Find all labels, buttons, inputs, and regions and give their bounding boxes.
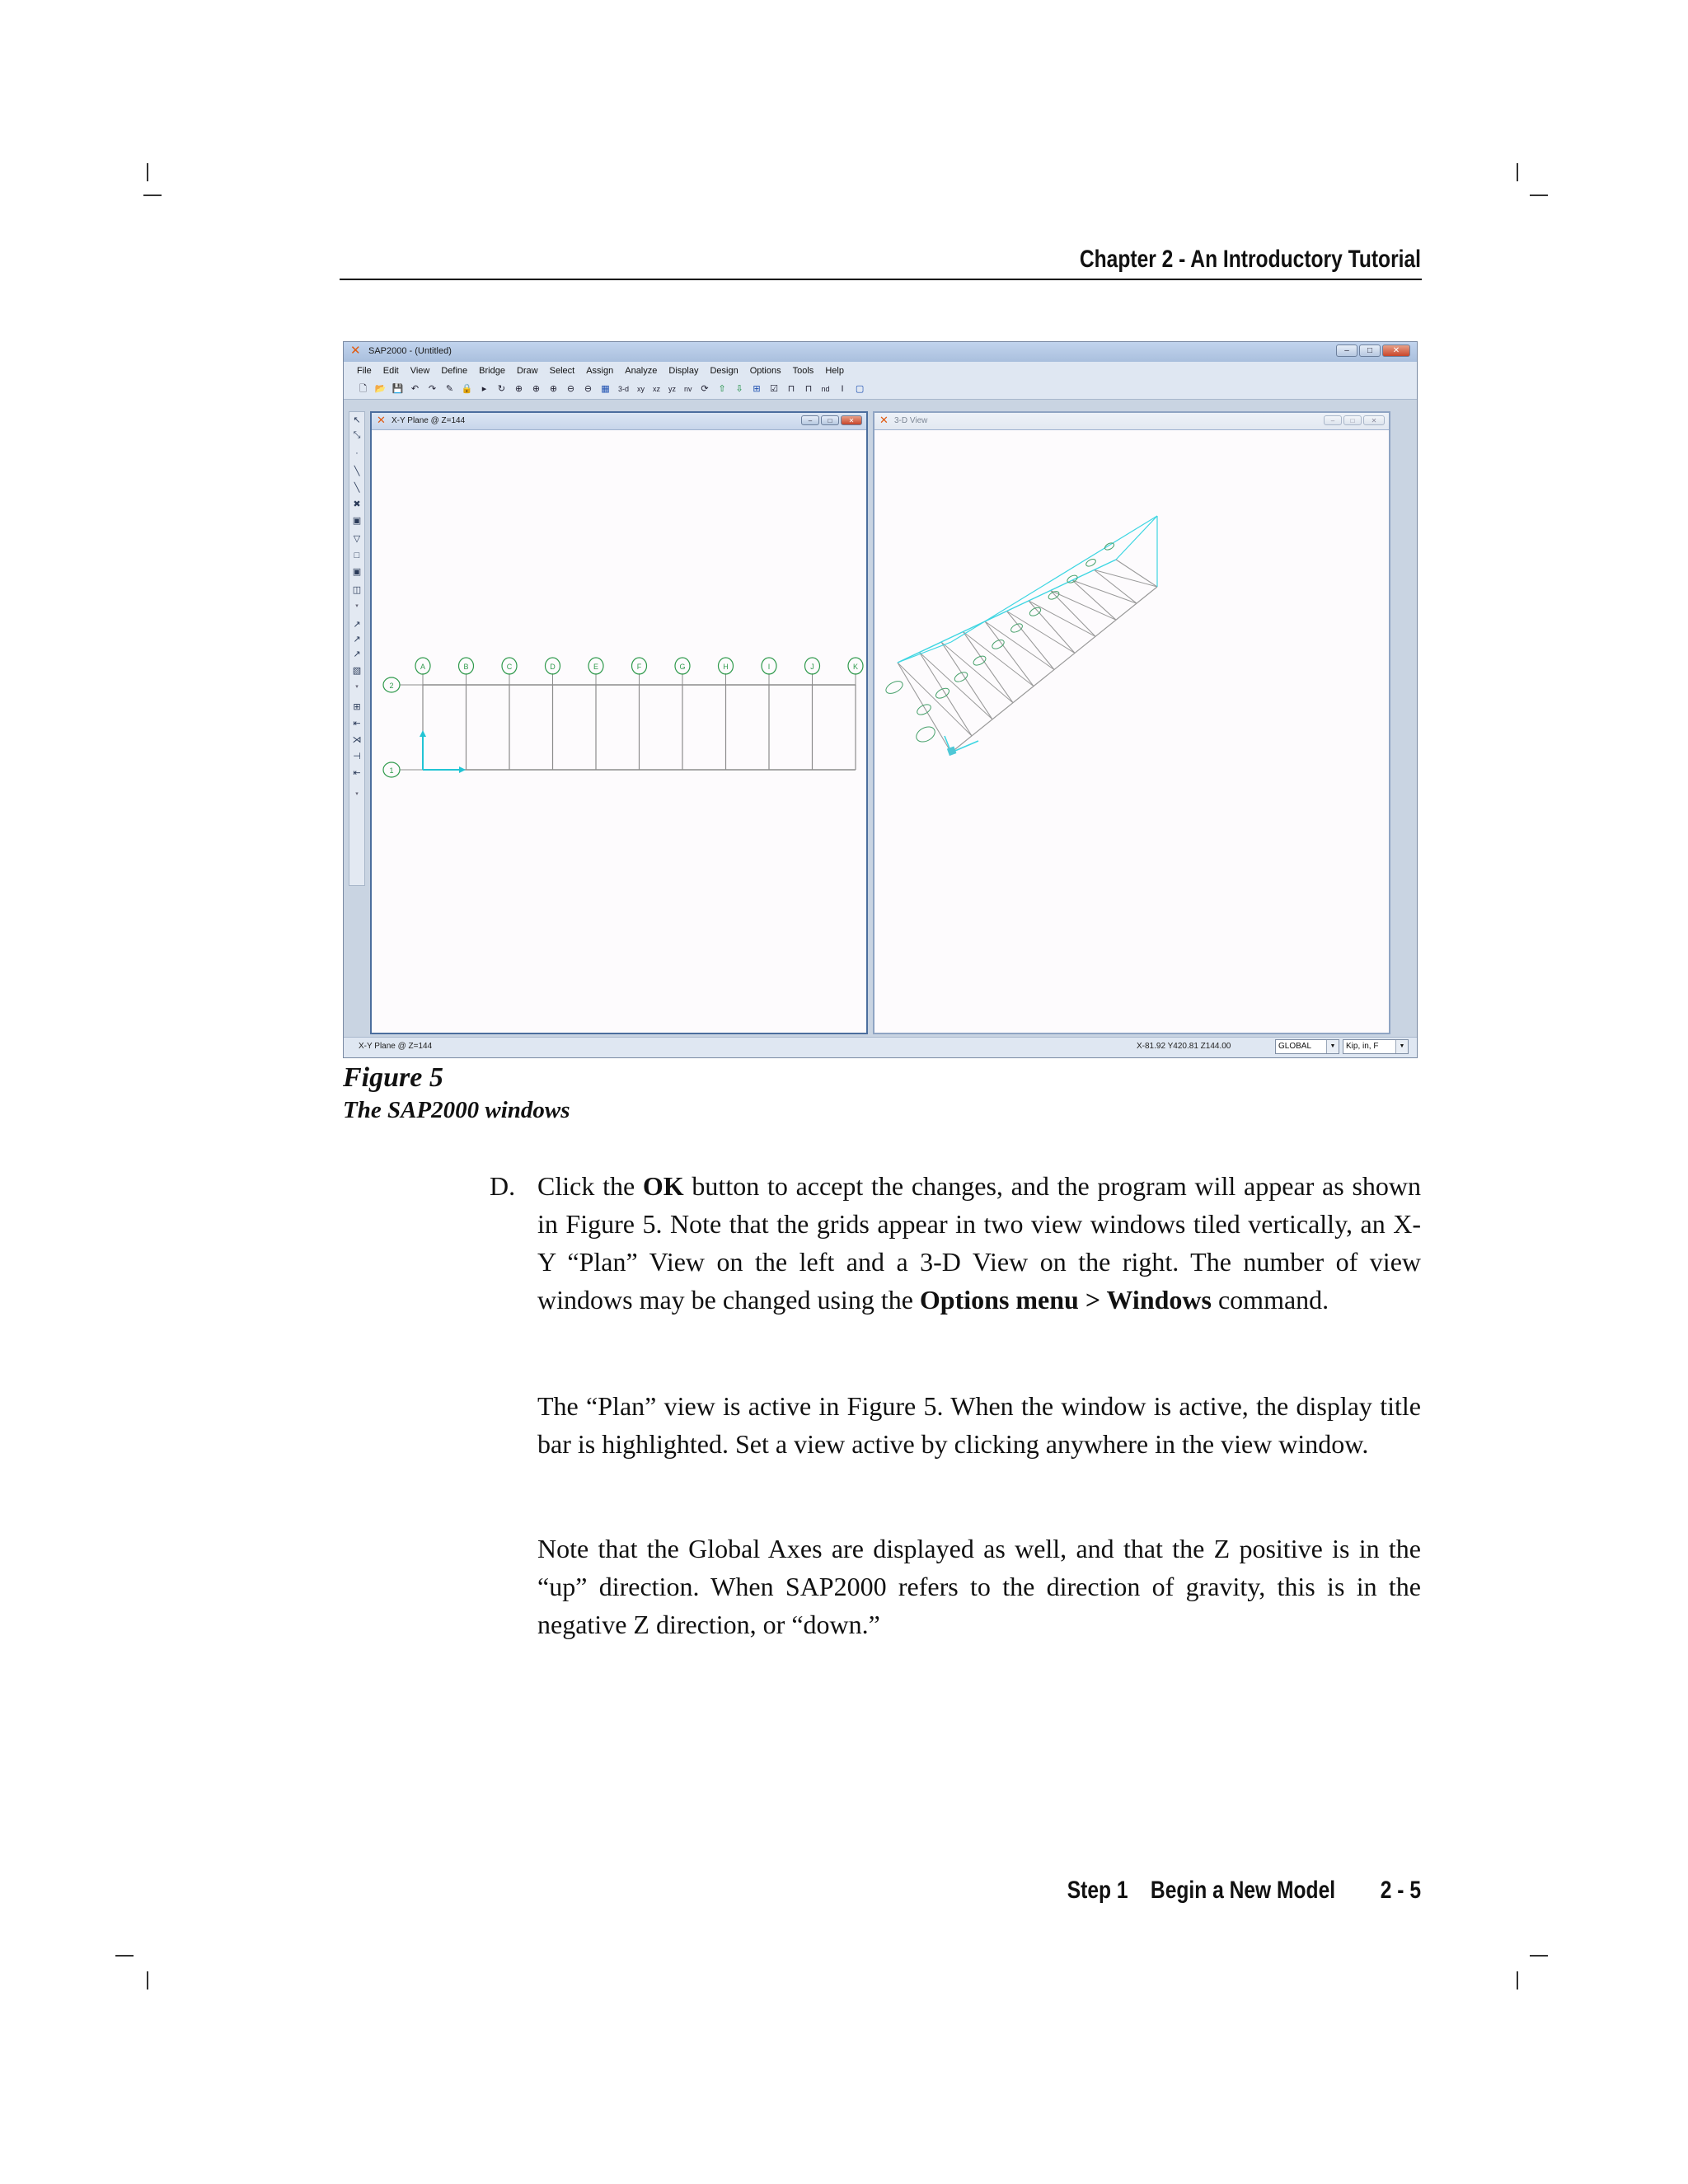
frame-line <box>1072 580 1116 620</box>
coord-system-select[interactable] <box>1275 1039 1339 1054</box>
menu-bridge[interactable]: Bridge <box>479 366 505 376</box>
frame-line <box>941 642 992 719</box>
frame-icon[interactable]: ⊓ <box>804 384 813 394</box>
run-icon[interactable]: ▸ <box>481 384 487 394</box>
header-rule <box>340 279 1422 280</box>
draw-toolbar <box>349 411 365 886</box>
pencil-icon[interactable]: ✎ <box>445 384 454 394</box>
close-icon[interactable]: ✕ <box>1363 415 1385 425</box>
edge-line <box>951 516 1157 642</box>
expand-icon[interactable]: ▾ <box>355 791 359 797</box>
frame-icon[interactable]: ╲ <box>354 466 360 476</box>
view-yz-button[interactable]: yz <box>668 385 677 393</box>
grid-bubble-label: E <box>593 663 599 671</box>
minimize-icon[interactable]: – <box>801 415 819 425</box>
brace-icon[interactable]: ✖ <box>353 499 361 509</box>
crop-mark <box>1517 1971 1518 1990</box>
grid-bubble-label: I <box>767 663 771 671</box>
up-arrow-icon[interactable]: ⇧ <box>718 384 726 394</box>
menu-design[interactable]: Design <box>710 366 738 376</box>
sap-logo-icon: ✕ <box>350 344 361 358</box>
down-arrow-icon[interactable]: ⇩ <box>735 384 743 394</box>
p1-text-c: command. <box>1211 1285 1329 1315</box>
menu-analyze[interactable]: Analyze <box>625 366 658 376</box>
running-header: Chapter 2 - An Introductory Tutorial <box>1079 246 1421 273</box>
open-file-icon[interactable]: 📂 <box>374 384 387 394</box>
view-xz-button[interactable]: xz <box>653 385 661 393</box>
grid-bubble-label: D <box>550 663 556 671</box>
refresh-icon[interactable]: ↻ <box>497 384 506 394</box>
app-title: SAP2000 - (Untitled) <box>368 346 452 356</box>
menu-file[interactable]: File <box>357 366 372 376</box>
paragraph-2: The “Plan” view is active in Figure 5. When the window is active, the display title bar is highlighted. Set a view active by clicking anywhere in the view window. <box>537 1391 1421 1459</box>
pointer-icon[interactable]: ↖ <box>353 415 361 425</box>
link-icon[interactable]: ▣ <box>352 516 362 526</box>
3d-view-title-bar[interactable] <box>874 413 1389 430</box>
menu-define[interactable]: Define <box>441 366 468 376</box>
crop-mark <box>147 163 148 181</box>
view-3d-button[interactable]: 3-d <box>618 385 630 393</box>
grid-bubble-label: H <box>723 663 729 671</box>
frame-line <box>1007 612 1055 670</box>
3d-view-title: 3-D View <box>894 416 928 425</box>
units-select[interactable] <box>1343 1039 1409 1054</box>
3d-view-controls <box>1324 415 1385 425</box>
crop-mark <box>1517 163 1518 181</box>
grid-bubble <box>916 702 933 716</box>
grid-bubble-label: 1 <box>389 766 394 775</box>
frame-line <box>1095 570 1137 604</box>
brace-line <box>1095 570 1158 588</box>
frame-line <box>920 653 973 736</box>
reshape-icon[interactable]: ⤡ <box>353 430 361 440</box>
close-icon[interactable]: ✕ <box>1382 344 1410 357</box>
snap-icon[interactable]: ⇤ <box>353 719 361 729</box>
zoom-icon[interactable]: ⊕ <box>549 384 558 394</box>
frame-line <box>1051 591 1096 637</box>
chevron-down-icon: ▼ <box>1326 1040 1339 1053</box>
menu-select[interactable]: Select <box>549 366 575 376</box>
footer-section: Begin a New Model <box>1150 1877 1336 1904</box>
section-icon[interactable]: I <box>841 384 844 394</box>
app-title-bar[interactable] <box>344 342 1417 363</box>
figure-title: The SAP2000 windows <box>343 1097 570 1123</box>
menu-view[interactable]: View <box>410 366 430 376</box>
select-icon[interactable]: ↗ <box>353 620 361 630</box>
crop-mark <box>115 1955 134 1957</box>
status-coordinates: X-81.92 Y420.81 Z144.00 <box>1137 1042 1231 1051</box>
snap-icon[interactable]: ⊣ <box>353 752 361 762</box>
expand-icon[interactable]: ▾ <box>355 603 359 609</box>
view-xy-button[interactable]: xy <box>637 385 645 393</box>
running-footer <box>999 1877 1421 1905</box>
new-file-icon[interactable]: 🗋 <box>359 384 367 394</box>
axis-arrow-icon <box>459 766 466 773</box>
grid-bubble <box>884 679 904 696</box>
grid-bubble <box>914 724 938 744</box>
grid-bubble <box>1010 622 1024 634</box>
grid-bubble-label: 2 <box>389 682 394 690</box>
zoom-icon[interactable]: ⊕ <box>514 384 523 394</box>
app-window-controls <box>1336 344 1410 357</box>
minimize-icon[interactable]: – <box>1336 344 1357 357</box>
3d-grid-drawing <box>874 429 1389 1033</box>
check-icon[interactable]: ☑ <box>770 384 778 394</box>
p1-text-a: Click the <box>537 1171 643 1201</box>
grid-bubble-label: B <box>463 663 469 671</box>
snap-icon[interactable]: ⊞ <box>353 702 361 712</box>
view-nv-button[interactable]: nv <box>684 385 692 393</box>
command-emphasis: Options menu > Windows <box>919 1285 1212 1315</box>
snap-icon[interactable]: ⇤ <box>353 768 361 778</box>
grid-bubble-label: J <box>810 663 814 671</box>
3d-view-window[interactable] <box>873 411 1390 1034</box>
view-nd-button[interactable]: nd <box>821 385 830 393</box>
grid-icon[interactable]: ⊞ <box>753 384 761 394</box>
plan-view-title: X-Y Plane @ Z=144 <box>392 416 466 425</box>
maximize-icon[interactable]: □ <box>1343 415 1362 425</box>
maximize-icon[interactable]: □ <box>1359 344 1381 357</box>
menu-bar <box>344 362 1417 380</box>
crop-mark <box>1530 1955 1548 1957</box>
menu-edit[interactable]: Edit <box>382 366 399 376</box>
sap-logo-icon: ✕ <box>879 414 889 426</box>
footer-page: 2 - 5 <box>1380 1877 1421 1904</box>
crop-mark <box>143 194 162 196</box>
crop-mark <box>147 1971 148 1990</box>
area-icon[interactable]: ▽ <box>353 534 361 544</box>
grid-bubble-label: C <box>506 663 513 671</box>
edge-line <box>951 587 1157 752</box>
expand-icon[interactable]: ▾ <box>355 684 359 690</box>
units-value: Kip, in, F <box>1346 1042 1379 1051</box>
frame-line <box>1116 560 1157 587</box>
edge-line <box>898 560 1116 663</box>
status-view-name: X-Y Plane @ Z=144 <box>359 1042 433 1051</box>
chevron-down-icon: ▼ <box>1395 1040 1408 1053</box>
area-icon[interactable]: ▣ <box>352 567 362 577</box>
lock-icon[interactable]: 🔒 <box>461 384 473 394</box>
brace-line <box>985 621 1054 670</box>
grid-bubble-label: A <box>420 663 426 671</box>
menu-display[interactable]: Display <box>668 366 699 376</box>
save-icon[interactable]: 💾 <box>392 384 404 394</box>
plan-view-controls <box>801 415 862 425</box>
plan-view-title-bar[interactable] <box>372 413 866 430</box>
paragraph-1 <box>537 1167 1421 1319</box>
select-icon[interactable]: ↗ <box>353 635 361 644</box>
redo-icon[interactable]: ↷ <box>428 384 437 394</box>
pan-icon[interactable]: ▦ <box>601 384 610 394</box>
menu-tools[interactable]: Tools <box>792 366 814 376</box>
sap-logo-icon: ✕ <box>377 414 386 426</box>
rotate-icon[interactable]: ⟳ <box>701 384 709 394</box>
ok-emphasis: OK <box>642 1171 684 1201</box>
axis-arrow-icon <box>420 730 426 737</box>
maximize-icon[interactable]: □ <box>821 415 839 425</box>
footer-step: Step 1 <box>1067 1877 1128 1904</box>
main-toolbar <box>344 380 1417 400</box>
brace-line <box>1051 591 1117 621</box>
crop-mark <box>1530 194 1548 196</box>
figure-label: Figure 5 <box>343 1062 443 1093</box>
clear-icon[interactable]: ▧ <box>352 666 362 676</box>
zoom-icon[interactable]: ⊕ <box>532 384 541 394</box>
grid-bubble <box>1029 606 1043 617</box>
joint-icon[interactable]: · <box>355 448 359 458</box>
coord-system-value: GLOBAL <box>1278 1042 1312 1051</box>
sap2000-screenshot <box>343 341 1418 1058</box>
menu-help[interactable]: Help <box>825 366 844 376</box>
grid-bubble-label: F <box>636 663 642 671</box>
plan-view-window[interactable] <box>370 411 868 1034</box>
select-icon[interactable]: ↗ <box>353 649 361 659</box>
menu-options[interactable]: Options <box>749 366 781 376</box>
grid-bubble-label: K <box>852 663 859 671</box>
grid-bubble <box>991 638 1006 650</box>
frame-icon[interactable]: ⊓ <box>787 384 795 394</box>
minimize-icon[interactable]: – <box>1324 415 1342 425</box>
menu-draw[interactable]: Draw <box>516 366 538 376</box>
undo-icon[interactable]: ↶ <box>410 384 420 394</box>
close-icon[interactable]: ✕ <box>841 415 862 425</box>
grid-bubble <box>972 654 987 668</box>
p1-text-b: button to accept the changes, and the program will appear as shown in Figure 5. Note that the grids appear in two view windows tiled vertically, an X-Y “Plan” View on the left and a 3-D View on the right. The number of view windows may be changed using the <box>537 1171 1422 1315</box>
status-bar <box>344 1037 1417 1057</box>
menu-assign[interactable]: Assign <box>586 366 614 376</box>
plan-grid-drawing <box>372 429 866 1033</box>
zoom-icon[interactable]: ⊖ <box>584 384 593 394</box>
area-icon[interactable]: ▢ <box>855 384 865 394</box>
step-letter: D. <box>490 1171 516 1201</box>
zoom-icon[interactable]: ⊖ <box>566 384 575 394</box>
area-icon[interactable]: □ <box>354 551 360 560</box>
solid-icon[interactable]: ◫ <box>352 585 362 595</box>
frame-icon[interactable]: ╲ <box>354 483 360 493</box>
grid-bubble-label: G <box>679 663 686 671</box>
paragraph-3: Note that the Global Axes are displayed as well, and that the Z positive is in the “up” direction. When SAP2000 refers to the direction of gravity, this is in the negative Z direction, or “down.” <box>537 1534 1421 1639</box>
snap-icon[interactable]: ⋊ <box>352 735 362 745</box>
brace-line <box>1072 580 1137 603</box>
